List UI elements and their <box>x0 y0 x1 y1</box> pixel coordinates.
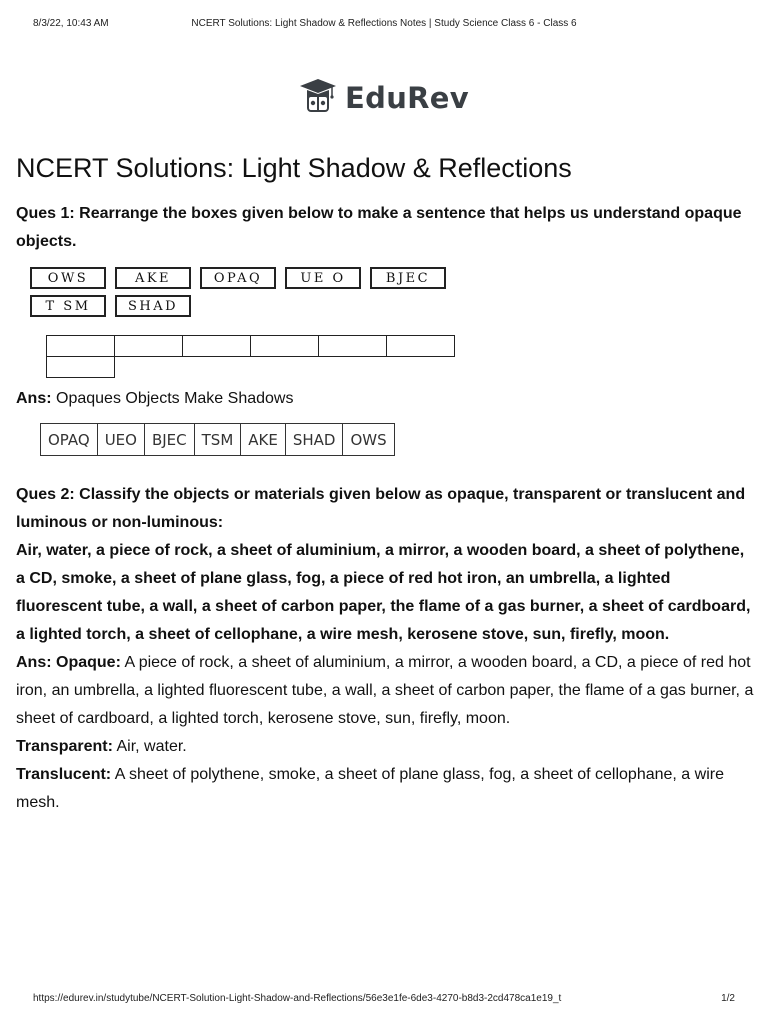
answer-box: OWS <box>343 424 394 456</box>
answer-box: TSM <box>194 424 241 456</box>
answer-box: BJEC <box>144 424 194 456</box>
page-number: 1/2 <box>721 993 735 1004</box>
print-page-title: NCERT Solutions: Light Shadow & Reflections Notes | Study Science Class 6 - Class 6 <box>191 18 577 29</box>
blank-box <box>46 335 115 357</box>
translucent-text: A sheet of polythene, smoke, a sheet of plane glass, fog, a sheet of cellophane, a wire mesh. <box>16 766 724 811</box>
answer-boxes-table <box>40 423 395 456</box>
answer-1 <box>16 385 754 413</box>
answer-text: Opaques Objects Make Shadows <box>51 390 294 407</box>
print-date: 8/3/22, 10:43 AM <box>33 18 109 29</box>
scrambled-word-boxes <box>30 267 510 317</box>
answer-2-translucent <box>16 761 754 817</box>
answer-box: UEO <box>97 424 144 456</box>
answer-blank-boxes <box>46 335 466 377</box>
question-1: Ques 1: Rearrange the boxes given below to make a sentence that helps us understand opaque objects. <box>16 205 742 250</box>
translucent-label: Translucent: <box>16 766 112 783</box>
blank-box <box>250 335 319 357</box>
graduation-cap-icon <box>299 78 337 117</box>
print-url: https://edurev.in/studytube/NCERT-Solution-Light-Shadow-and-Reflections/56e3e1fe-6de3-4270-b8d3-2cd478ca1e19_t <box>33 993 562 1004</box>
blank-box <box>386 335 455 357</box>
word-box: SHAD <box>115 295 191 317</box>
word-box: T SM <box>30 295 106 317</box>
opaque-label: Ans: Opaque: <box>16 654 121 671</box>
answer-box: AKE <box>241 424 286 456</box>
word-box: OWS <box>30 267 106 289</box>
question-2: Ques 2: Classify the objects or materials given below as opaque, transparent or translucent and luminous or non-luminous: <box>16 486 746 531</box>
word-box: UE O <box>285 267 361 289</box>
logo-text: EduRev <box>345 80 469 115</box>
answer-box: SHAD <box>285 424 343 456</box>
question-2-items: Air, water, a piece of rock, a sheet of aluminium, a mirror, a wooden board, a sheet of polythene, a CD, smoke, a sheet of plane glass, fog, a piece of red hot iron, an umbrella, a lighted fluorescent tube, a wall, a sheet of carbon paper, the flame of a gas burner, a sheet of cardboard, a lighted torch, a sheet of cellophane, a wire mesh, kerosene stove, sun, firefly, moon. <box>16 542 751 643</box>
answer-2-transparent <box>16 733 754 761</box>
answer-box: OPAQ <box>41 424 98 456</box>
word-box: OPAQ <box>200 267 276 289</box>
answer-label: Ans: <box>16 390 52 407</box>
document-body <box>16 150 754 817</box>
blank-box <box>46 356 115 378</box>
answer-2-opaque <box>16 649 754 733</box>
opaque-text: A piece of rock, a sheet of aluminium, a mirror, a wooden board, a CD, a piece of red hot iron, an umbrella, a lighted fluorescent tube, a wall, a sheet of carbon paper, the flame of a gas burner, a sheet of cardboard, a lighted torch, kerosene stove, sun, firefly, moon. <box>16 654 754 727</box>
blank-box <box>318 335 387 357</box>
page-title: NCERT Solutions: Light Shadow & Reflections <box>16 153 572 183</box>
transparent-label: Transparent: <box>16 738 113 755</box>
word-box: AKE <box>115 267 191 289</box>
blank-box <box>114 335 183 357</box>
word-box: BJEC <box>370 267 446 289</box>
edurev-logo[interactable] <box>0 78 768 117</box>
transparent-text: Air, water. <box>112 738 187 755</box>
blank-box <box>182 335 251 357</box>
